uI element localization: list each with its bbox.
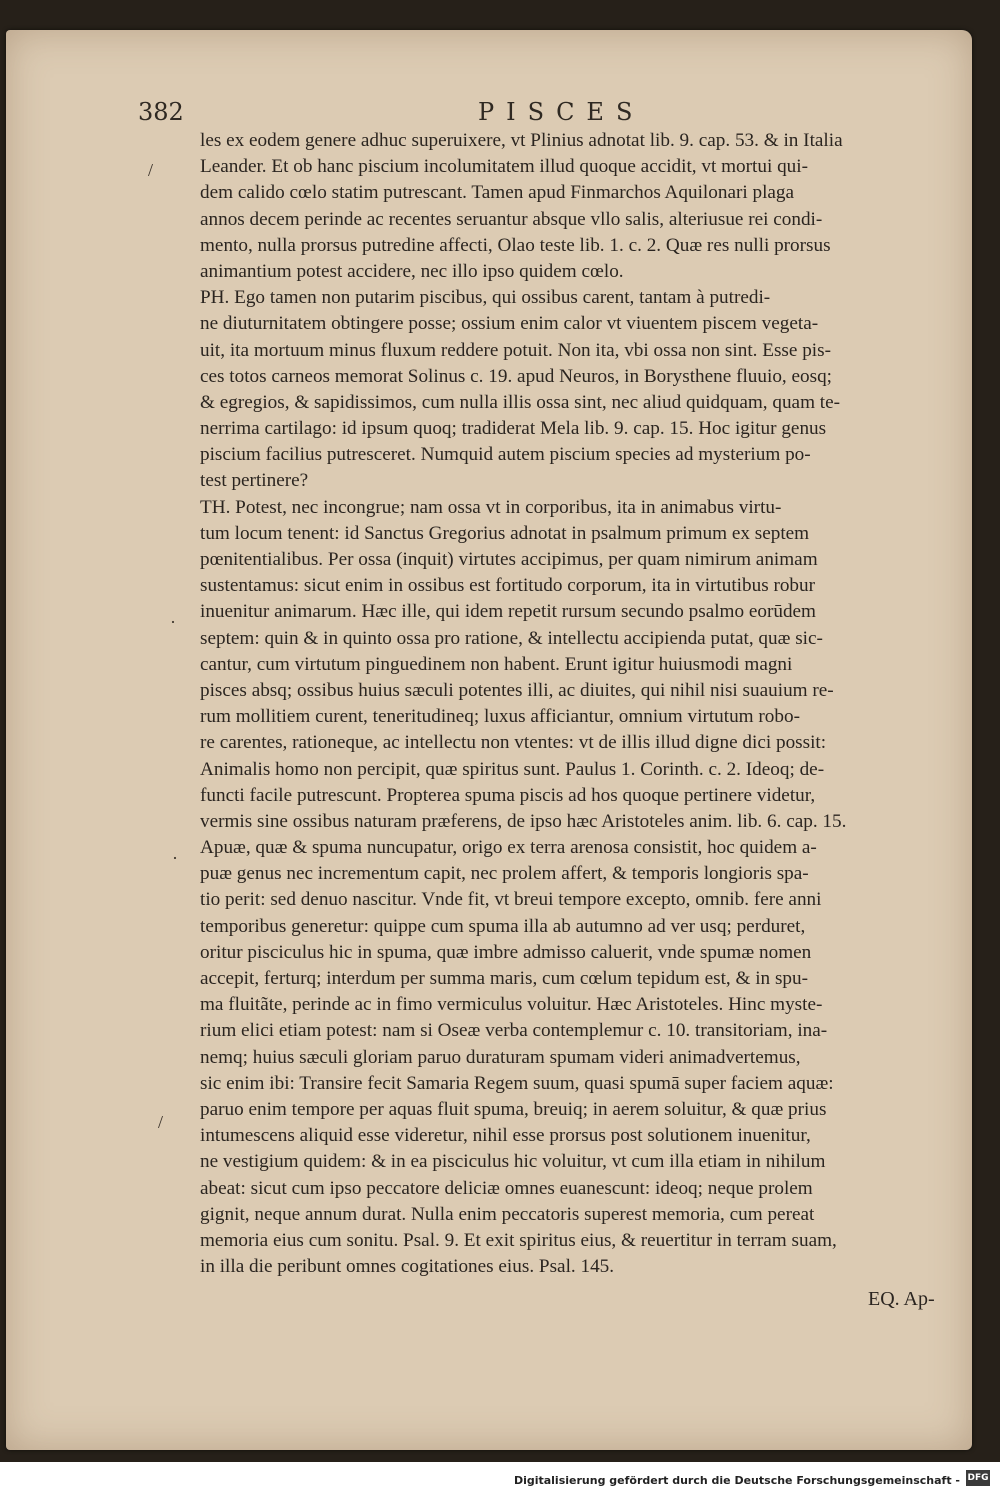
text-line: tio perit: sed denuo nascitur. Vnde fit, vt breui tempore excepto, omnib. fere anni [200,889,822,911]
text-line: dem calido cœlo statim putrescant. Tamen apud Finmarchos Aquilonari plaga [200,182,795,204]
text-line: PH. Ego tamen non putarim piscibus, qui ossibus carent, tantam à putredi- [200,287,771,309]
text-line: oritur pisciculus hic in spuma, quæ imbre admisso caluerit, vnde spumæ nomen [200,941,812,963]
text-line: ces totos carneos memorat Solinus c. 19. apud Neuros, in Borysthene fluuio, eosq; [200,365,833,387]
text-line: sic enim ibi: Transire fecit Samaria Regem suum, quasi spumā super faciem aquæ: [200,1072,834,1094]
text-line: rium elici etiam potest: nam si Oseæ verba contemplemur c. 10. transitoriam, ina- [200,1020,828,1042]
margin-mark: · [170,612,176,632]
text-line: les ex eodem genere adhuc superuixere, vt Plinius adnotat lib. 9. cap. 53. & in Italia [200,130,843,151]
text-line: & egregios, & sapidissimos, cum nulla illis ossa sint, nec aliud quidquam, quam te- [200,391,841,413]
text-line: rum mollitiem curent, teneritudineq; luxus afficiantur, omnium virtutum robo- [200,706,800,728]
text-line: TH. Potest, nec incongrue; nam ossa vt in corporibus, ita in animabus virtu- [200,496,782,518]
text-line: memoria eius cum sonitu. Psal. 9. Et exit spiritus eius, & reuertitur in terram suam, [200,1229,837,1251]
margin-mark: · [172,848,178,868]
text-line: gignit, neque annum durat. Nulla enim peccatoris superest memoria, cum pereat [200,1203,815,1225]
text-line: pœnitentialibus. Per ossa (inquit) virtutes accipimus, per quam nimirum animam [200,549,818,570]
text-line: mento, nulla prorsus putredine affecti, Olao teste lib. 1. c. 2. Quæ res nulli prorsus [200,234,831,256]
text-line: accepit, ferturq; interdum per summa maris, cum cœlum tepidum est, & in spu- [200,968,808,989]
text-line: in illa die peribunt omnes cogitationes eius. Psal. 145. [200,1256,615,1278]
text-line: Leander. Et ob hanc piscium incolumitatem illud quoque accidit, vt mortui qui- [200,156,808,178]
text-line: septem: quin & in quinto ossa pro ratione, & intellectu accipienda putat, quæ sic- [200,627,823,649]
text-line: inuenitur animarum. Hæc ille, qui idem repetit rursum secundo psalmo eorūdem [200,601,816,623]
text-line: nemq; huius sæculi gloriam paruo duraturam spumam videri animadvertemus, [200,1046,801,1068]
text-line: functi facile putrescunt. Propterea spuma piscis ad hos quoque pertinere videtur, [200,784,816,806]
digitization-credit: Digitalisierung gefördert durch die Deutsche Forschungsgemeinschaft - [513,1474,960,1487]
text-line: puæ genus nec incrementum capit, nec prolem affert, & temporis longioris spa- [200,863,809,885]
text-line: piscium facilius putresceret. Numquid autem piscium species ad mysterium po- [200,444,811,466]
margin-mark: / [158,1112,164,1132]
text-line: abeat: sicut cum ipso peccatore deliciæ omnes euanescunt: ideoq; neque prolem [200,1177,813,1199]
text-line: Animalis homo non percipit, quæ spiritus sunt. Paulus 1. Corinth. c. 2. Ideoq; de- [200,758,825,780]
text-line: nerrima cartilago: id ipsum quoq; tradiderat Mela lib. 9. cap. 15. Hoc igitur genus [200,418,827,440]
text-line: ne vestigium quidem: & in ea pisciculus hic voluitur, vt cum illa etiam in nihilum [200,1151,826,1173]
margin-mark: / [148,160,154,180]
text-line: ma fluitãte, perinde ac in fimo vermiculus voluitur. Hæc Aristoteles. Hinc myste- [200,994,823,1016]
text-line: Apuæ, quæ & spuma nuncupatur, origo ex terra arenosa consistit, hoc quidem a- [200,837,817,859]
catchword: EQ. Ap- [868,1288,935,1310]
text-line: intumescens aliquid esse videretur, nihil esse prorsus post solutionem inuenitur, [200,1125,811,1147]
text-line: annos decem perinde ac recentes seruantur absque vllo salis, alteriusue rei condi- [200,208,823,230]
text-line: pisces absq; ossibus huius sæculi potentes illi, ac diuites, qui nihil nisi suauium re- [200,679,834,701]
text-line: paruo enim tempore per aquas fluit spuma, breuiq; in aerem soluitur, & quæ prius [200,1098,827,1120]
text-line: vermis sine ossibus naturam præferens, de ipso hæc Aristoteles anim. lib. 6. cap. 15. [200,810,847,832]
text-line: ne diuturnitatem obtingere posse; ossium enim calor vt viuentem piscem vegeta- [200,313,819,335]
text-line: tum locum tenent: id Sanctus Gregorius adnotat in psalmum primum ex septem [200,522,810,544]
text-line: cantur, cum virtutum pinguedinem non habent. Erunt igitur huiusmodi magni [200,653,793,675]
text-line: re carentes, rationeque, ac intellectu non vtentes: vt de illis illud digne dici possit: [200,732,827,754]
dfg-logo: DFG [966,1470,990,1486]
text-line: uit, ita mortuum minus fluxum reddere potuit. Non ita, vbi ossa non sint. Esse pis- [200,339,831,361]
running-head: PISCES [478,98,645,126]
body-text [200,128,960,1280]
text-line: temporibus generetur: quippe cum spuma illa ab autumno ad ver usq; perduret, [200,915,806,937]
text-line: sustentamus: sicut enim in ossibus est fortitudo corporum, ita in virtutibus robur [200,575,816,597]
text-line: animantium potest accidere, nec illo ipso quidem cœlo. [200,260,624,282]
text-line: test pertinere? [200,470,309,492]
page-number: 382 [138,98,184,126]
